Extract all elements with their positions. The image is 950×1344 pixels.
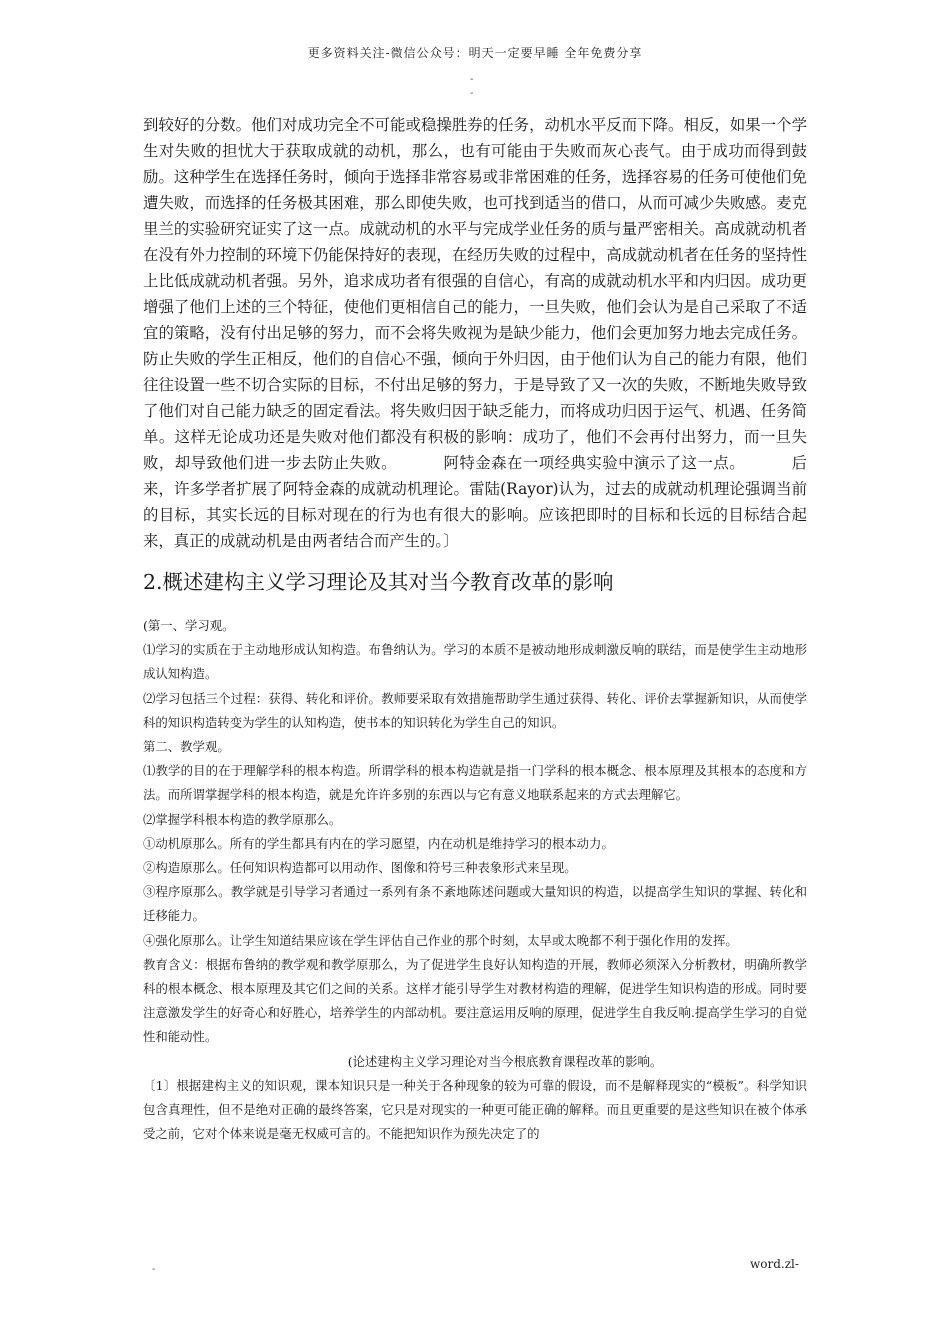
text-line: ④强化原那么。让学生知道结果应该在学生评估自己作业的那个时刻，太早或太晚都不利于强化作用的发挥。: [143, 932, 738, 948]
footer-label: word.zl-: [750, 1257, 799, 1271]
text-line: 〔1〕根据建构主义的知识观，课本知识只是一种关于各种现象的较为可靠的假设，而不是解释现实的“模板”。科学知识包含真理性，但不是绝对正确的最终答案，它只是对现实的一种更可能正确的解释。而且更重要的是这些知识在被个体承受之前，它对个体来说是毫无权威可言的。不能把知识作为预先决定了的: [143, 1077, 807, 1142]
text-line: 教育含义：根据布鲁纳的教学观和教学原那么，为了促进学生良好认知构造的开展，教师必须深入分析教材，明确所教学科的根本概念、根本原理及其它们之间的关系。这样才能引导学生对教材构造的理解，促进学生知识构造的形成。同时要注意激发学生的好奇心和好胜心，培养学生的内部动机。要注意运用反响的原理，促进学生自我反响.提高学生学习的自觉性和能动性。: [143, 956, 807, 1045]
sub-question: (论述建构主义学习理论对当今根底教育课程改革的影响。: [347, 1053, 663, 1069]
text-line: ⑵掌握学科根本构造的教学原那么。: [143, 811, 342, 827]
text-line: ⑴教学的目的在于理解学科的根本构造。所谓学科的根本构造就是指一门学科的根本概念、根本原理及其根本的态度和方法。而所谓掌握学科的根本构造，就是允许许多别的东西以与它有意义地联系起来的方式去理解它。: [143, 763, 807, 803]
paragraph-part: 阿特金森在一项经典实验中演示了这一点。: [443, 454, 746, 472]
header-dash: -: [470, 88, 474, 99]
text-line: ⑴学习的实质在于主动地形成认知构造。布鲁纳认为。学习的本质不是被动地形成刺激反响的联结，而是使学生主动地形成认知构造。: [143, 642, 807, 682]
text-line: 第二、教学观。: [143, 739, 230, 755]
paragraph-achievement-motivation: [143, 112, 807, 554]
text-line: ①动机原那么。所有的学生都具有内在的学习愿望，内在动机是维持学习的根本动力。: [143, 835, 614, 851]
text-line: ③程序原那么。教学就是引导学习者通过一系列有条不紊地陈述问题或大量知识的构造，以提高学生知识的掌握、转化和迁移能力。: [143, 884, 807, 924]
paragraph-part: 到较好的分数。他们对成功完全不可能或稳操胜券的任务，动机水平反而下降。相反，如果一个学生对失败的担忧大于获取成就的动机，那么，也有可能由于失败而灰心丧气。由于成功而得到鼓励。这种学生在选择任务时，倾向于选择非常容易或非常困难的任务，选择容易的任务可使他们免遭失败，而选择的任务极其困难，那么即使失败，也可找到适当的借口，从而可减少失败感。麦克里兰的实验研究证实了这一点。成就动机的水平与完成学业任务的质与量严密相关。高成就动机者在没有外力控制的环境下仍能保持好的表现，在经历失败的过程中，高成就动机者在任务的坚持性上比低成就动机者强。另外，追求成功者有很强的自信心，有高的成就动机水平和内归因。成功更增强了他们上述的三个特征，使他们更相信自己的能力，一旦失败，他们会认为是自己采取了不适宜的策略，没有付出足够的努力，而不会将失败视为是缺少能力，他们会更加努力地去完成任务。防止失败的学生正相反，他们的自信心不强，倾向于外归因，由于他们认为自己的能力有限，他们往往设置一些不切合实际的目标，不付出足够的努力，于是导致了又一次的失败，不断地失败导致了他们对自己能力缺乏的固定看法。将失败归因于缺乏能力，而将成功归因于运气、机遇、任务简单。这样无论成功还是失败对他们都没有积极的影响：成功了，他们不会再付出努力，而一旦失败，却导致他们进一步去防止失败。: [143, 116, 807, 472]
section-heading: 2.概述建构主义学习理论及其对当今教育改革的影响: [143, 570, 614, 594]
footer-dash: -: [152, 1264, 156, 1275]
document-body: [143, 112, 807, 1146]
header-dash: -: [470, 74, 474, 85]
text-line: ⑵学习包括三个过程：获得、转化和评价。教师要采取有效措施帮助学生通过获得、转化、评价去掌握新知识，从而使学科的知识构造转变为学生的认知构造，使书本的知识转化为学生自己的知识。: [143, 690, 807, 730]
text-line: ②构造原那么。任何知识构造都可以用动作、图像和符号三种表象形式来呈现。: [143, 860, 577, 876]
text-line: (第一、学习观。: [143, 618, 235, 633]
paragraph-part: 后来，许多学者扩展了阿特金森的成就动机理论。雷陆(Rayor)认为，过去的成就动机理论强调当前的目标，其实长远的目标对现在的行为也有很大的影响。应该把即时的目标和长远的目标结合起来，真正的成就动机是由两者结合而产生的。〕: [143, 454, 807, 550]
page-header: 更多资料关注-微信公众号：明天一定要早睡 全年免费分享: [307, 46, 643, 60]
